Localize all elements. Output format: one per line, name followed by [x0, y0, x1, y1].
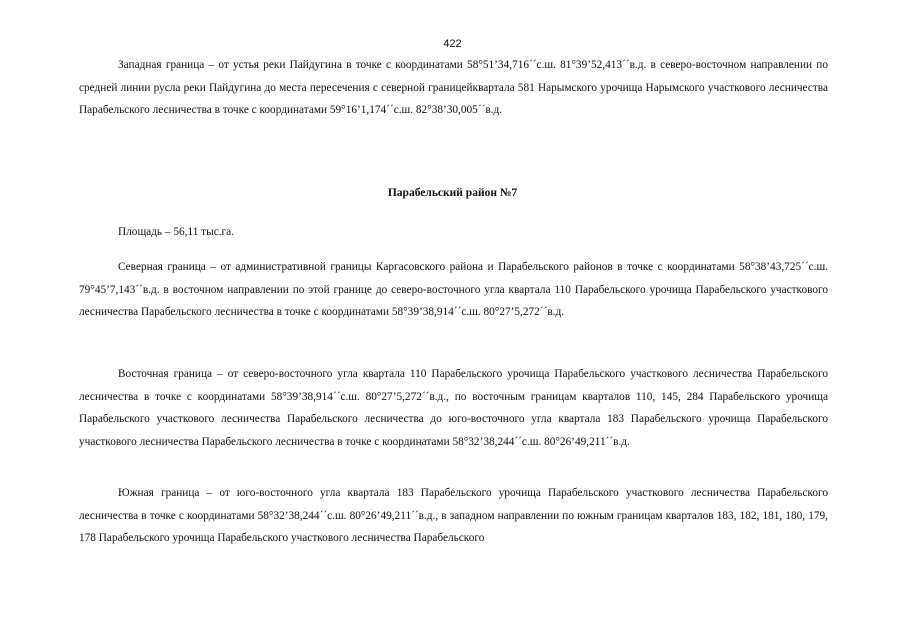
paragraph-west-border: Западная граница – от устья реки Пайдугина в точке с координатами 58°51’34,716´´с.ш. 81°39’52,413´´в.д. в северо-восточном направлении по средней линии русла реки Пайдугина до места пересечения с северной границейквартала 581 Нарымского урочища Нарымского участкового лесничества Парабельского лесничества в точке с координатами 59°16’1,174´´с.ш. 82°38’30,005´´в.д.	[79, 59, 828, 116]
paragraph-east-border: Восточная граница – от северо-восточного угла квартала 110 Парабельского урочища Парабельского участкового лесничества Парабельского лесничества в точке с координатами 58°39’38,914´´с.ш. 80°27’5,272´´в.д., по восточным границам кварталов 110, 145, 284 Парабельского урочища Парабельского участкового лесничества Парабельского лесничества до юго-восточного угла квартала 183 Парабельского урочища Парабельского участкового лесничества Парабельского лесничества в точке с координатами 58°32’38,244´´с.ш. 80°26’49,211´´в.д.	[79, 368, 828, 448]
section-heading: Парабельский район №7	[387, 187, 518, 199]
paragraph-south-border: Южная граница – от юго-восточного угла квартала 183 Парабельского урочища Парабельского участкового лесничества Парабельского лесничества в точке с координатами 58°32’38,244´´с.ш. 80°26’49,211´´в.д., в западном направлении по южным границам кварталов 183, 182, 181, 180, 179, 178 Парабельского урочища Парабельского участкового лесничества Парабельского	[79, 487, 828, 544]
paragraph-north-border: Северная граница – от административной границы Каргасовского района и Парабельского районов в точке с координатами 58°38’43,725´´с.ш. 79°45’7,143´´в.д. в восточном направлении по этой границе до северо-восточного угла квартала 110 Парабельского урочища Парабельского участкового лесничества Парабельского лесничества в точке с координатами 58°39’38,914´´с.ш. 80°27’5,272´´в.д.	[79, 261, 828, 318]
page-number: 422	[443, 38, 462, 50]
paragraph-area: Площадь – 56,11 тыс.га.	[118, 226, 235, 238]
